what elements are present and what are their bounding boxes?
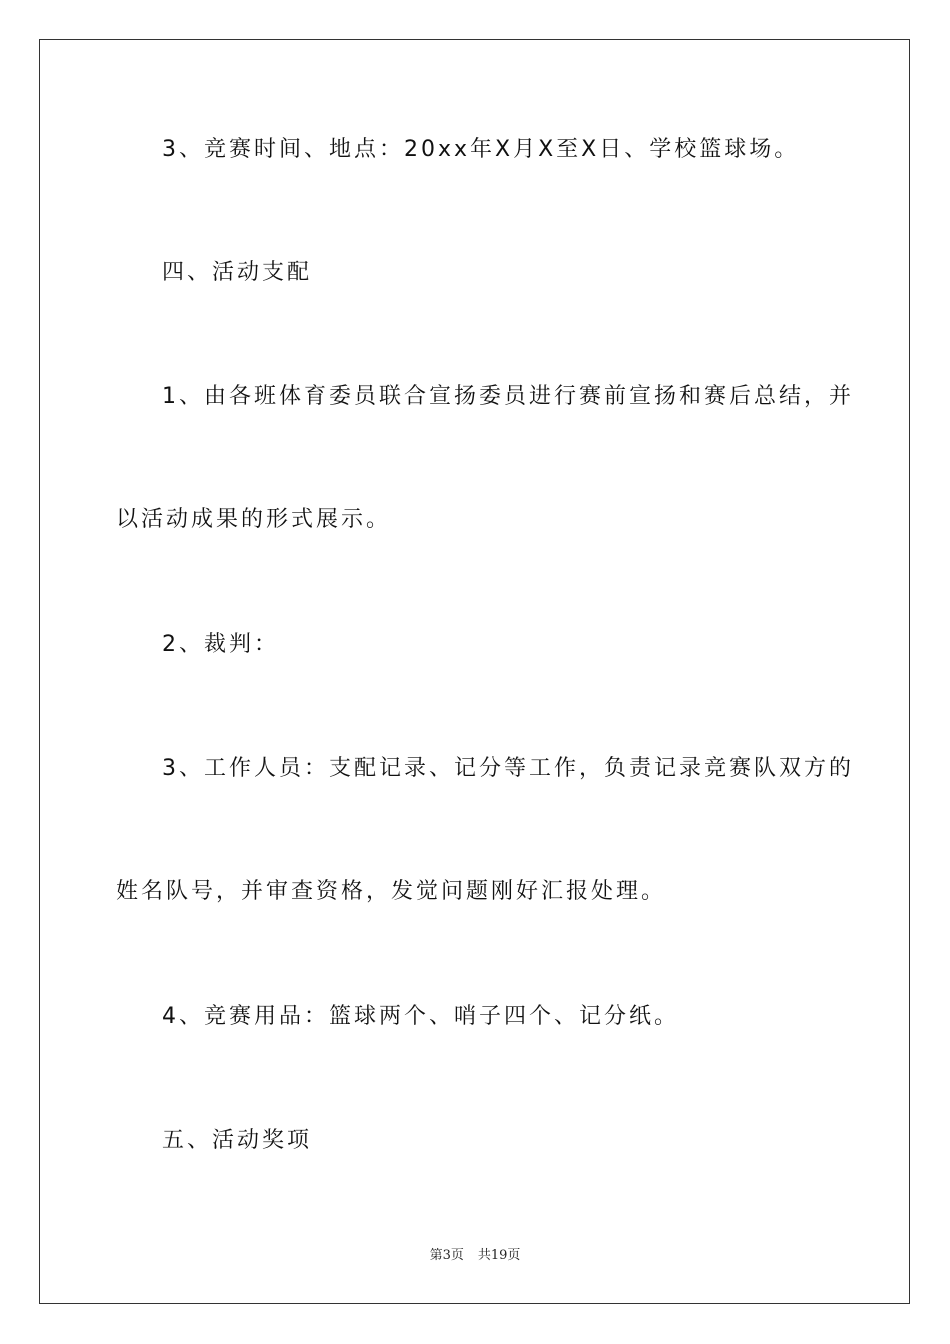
paragraph-publicity-line-2: 以活动成果的形式展示。 — [116, 507, 392, 532]
paragraph-competition-time-place: 3、竞赛时间、地点：20xx年X月X至X日、学校篮球场。 — [162, 137, 800, 162]
paragraph-equipment: 4、竞赛用品：篮球两个、哨子四个、记分纸。 — [162, 1004, 679, 1029]
paragraph-referee: 2、裁判： — [162, 632, 279, 657]
total-pages: 共19页 — [477, 1248, 521, 1263]
page-footer — [0, 1247, 950, 1265]
page-border — [39, 39, 910, 1304]
paragraph-staff-line-2: 姓名队号，并审查资格，发觉问题刚好汇报处理。 — [116, 879, 667, 904]
page-number: 第3页 — [429, 1248, 464, 1263]
paragraph-staff-line-1: 3、工作人员：支配记录、记分等工作，负责记录竞赛队双方的 — [162, 756, 854, 781]
heading-activity-awards: 五、活动奖项 — [162, 1128, 313, 1153]
paragraph-publicity-line-1: 1、由各班体育委员联合宣扬委员进行赛前宣扬和赛后总结，并 — [162, 384, 854, 409]
heading-activity-arrangement: 四、活动支配 — [162, 260, 313, 285]
